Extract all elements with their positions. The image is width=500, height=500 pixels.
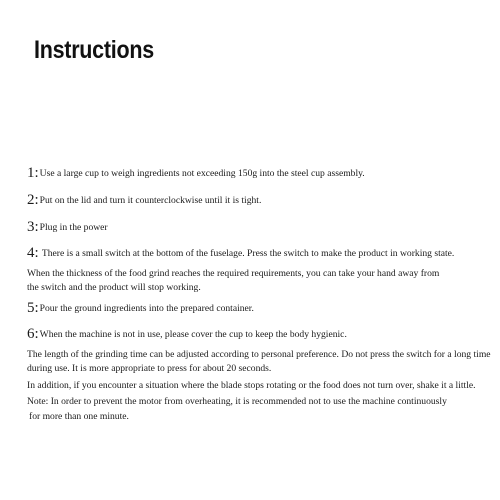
step-6 — [27, 328, 497, 341]
step-4 — [27, 247, 497, 260]
step-number: 2: — [27, 192, 39, 208]
note-line: during use. It is more appropriate to press for about 20 seconds. — [27, 363, 272, 374]
note-line: The length of the grinding time can be adjusted according to personal preference. Do not press the switch for a long time — [27, 349, 491, 360]
step-text: There is a small switch at the bottom of the fuselage. Press the switch to make the product in working state. — [39, 248, 455, 259]
page-title: Instructions — [34, 36, 154, 64]
step-5 — [27, 302, 497, 315]
note-line: the switch and the product will stop working. — [27, 282, 201, 293]
step-number: 1: — [27, 165, 39, 181]
step-text: Put on the lid and turn it counterclockwise until it is tight. — [39, 195, 262, 206]
step-number: 5: — [27, 300, 39, 316]
step-text: Use a large cup to weigh ingredients not exceeding 150g into the steel cup assembly. — [39, 168, 365, 179]
note-line: In addition, if you encounter a situation where the blade stops rotating or the food does not turn over, shake it a little. — [27, 380, 476, 391]
note-line: Note: In order to prevent the motor from overheating, it is recommended not to use the machine continuously — [27, 396, 447, 407]
step-text: Plug in the power — [39, 222, 108, 233]
step-1 — [27, 167, 497, 180]
step-3 — [27, 221, 497, 234]
step-text: Pour the ground ingredients into the prepared container. — [39, 303, 254, 314]
note-line: When the thickness of the food grind reaches the required requirements, you can take your hand away from — [27, 268, 440, 279]
step-text: When the machine is not in use, please cover the cup to keep the body hygienic. — [39, 329, 347, 340]
step-number: 6: — [27, 326, 39, 342]
note-line: for more than one minute. — [29, 411, 129, 422]
step-2 — [27, 194, 497, 207]
step-number: 3: — [27, 219, 39, 235]
step-number: 4: — [27, 245, 39, 261]
